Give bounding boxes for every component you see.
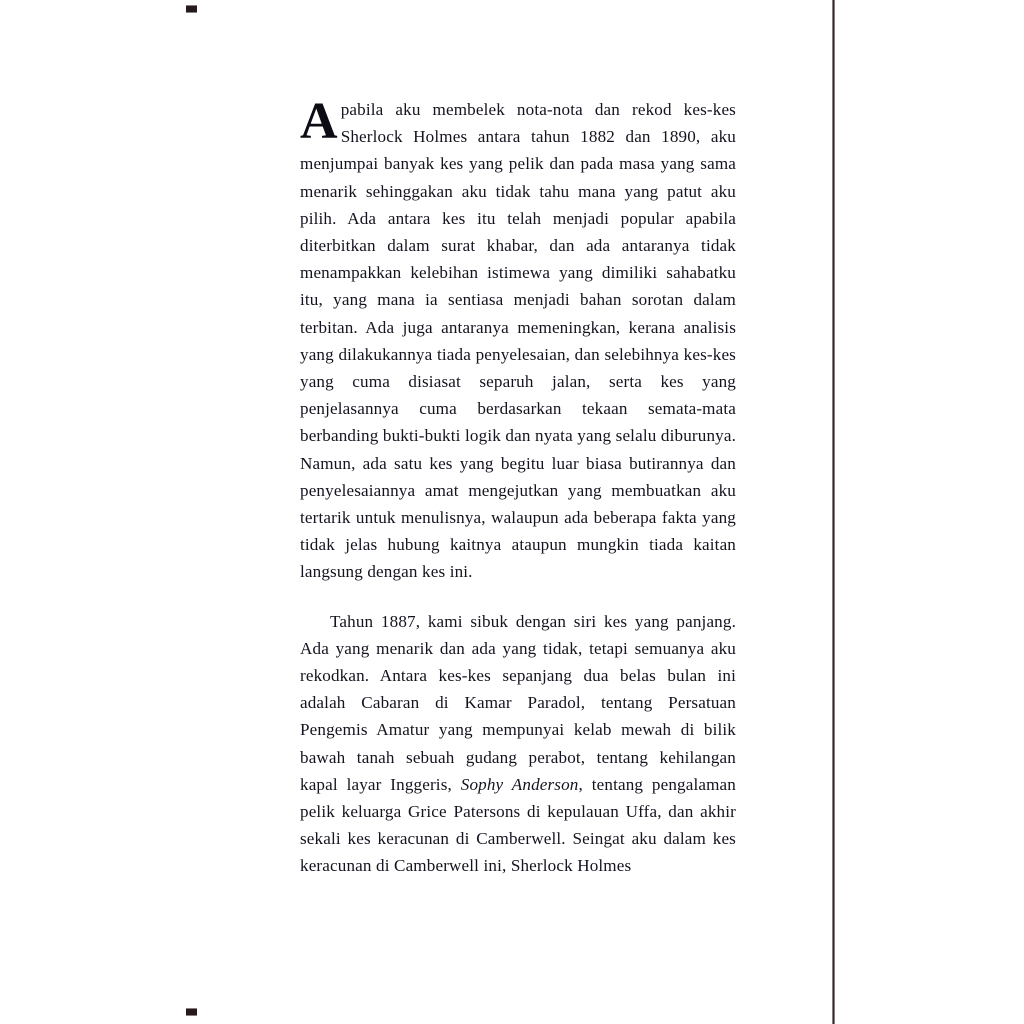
paragraph-1: Apabila aku membelek nota-nota dan rekod kes-kes Sherlock Holmes antara tahun 1882 dan 1890, aku menjumpai banyak kes yang pelik dan pada masa yang sama menarik sehinggakan aku tidak tahu mana yang patut aku pilih. Ada antara kes itu telah menjadi popular apabila diterbitkan dalam surat khabar, dan ada antaranya tidak menampakkan kelebihan istimewa yang dimiliki sahabatku itu, yang mana ia sentiasa menjadi bahan sorotan dalam terbitan. Ada juga antaranya memeningkan, kerana analisis yang dilakukannya tiada penyelesaian, dan selebihnya kes-kes yang cuma disiasat separuh jalan, serta kes yang penjelasannya cuma berdasarkan tekaan semata-mata berbanding bukti-bukti logik dan nyata yang selalu diburunya. Namun, ada satu kes yang begitu luar biasa butirannya dan penyelesaiannya amat mengejutkan yang membuatkan aku tertarik untuk menulisnya, walaupun ada beberapa fakta yang tidak jelas hubung kaitnya ataupun mungkin tiada kaitan langsung dengan kes ini.	[300, 93, 736, 582]
page-edge-line	[832, 0, 835, 1024]
paragraph-2-text-after-italic: , tentang pengalaman pelik keluarga Grice Patersons di kepulauan Uffa, dan akhir sekali kes keracunan di Camberwell. Seingat aku dalam kes keracunan di Camberwell ini, Sherlock Holmes	[300, 774, 736, 876]
paragraph-2-text-before-italic: Tahun 1887, kami sibuk dengan siri kes yang panjang. Ada yang menarik dan ada yang tidak, tetapi semuanya aku rekodkan. Antara kes-kes sepanjang dua belas bulan ini adalah Cabaran di Kamar Paradol, tentang Persatuan Pengemis Amatur yang mempunyai kelab mewah di bilik bawah tanah sebuah gudang perabot, tentang kehilangan kapal layar Inggeris,	[300, 611, 736, 794]
body-text-column	[300, 93, 736, 880]
paragraph-2	[300, 608, 736, 880]
bottom-crop-mark	[186, 1008, 197, 1016]
top-crop-mark	[186, 5, 197, 13]
ship-name-italic: Sophy Anderson	[460, 774, 579, 794]
